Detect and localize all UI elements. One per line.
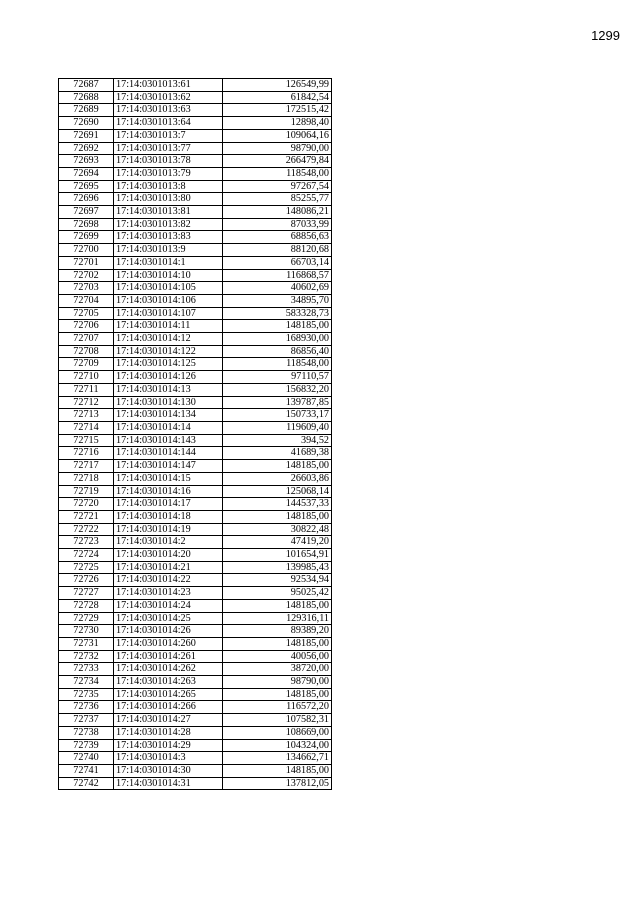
cadastral-number-cell: 17:14:0301014:144 — [114, 447, 223, 460]
cadastral-number-cell: 17:14:0301014:11 — [114, 320, 223, 333]
cadastral-number-cell: 17:14:0301014:16 — [114, 485, 223, 498]
value-cell: 148185,00 — [223, 320, 332, 333]
value-cell: 148185,00 — [223, 688, 332, 701]
row-number-cell: 72723 — [59, 536, 114, 549]
value-cell: 266479,84 — [223, 155, 332, 168]
value-cell: 139787,85 — [223, 396, 332, 409]
cadastral-number-cell: 17:14:0301014:30 — [114, 764, 223, 777]
table-row — [59, 409, 332, 422]
table-row — [59, 726, 332, 739]
table-row — [59, 676, 332, 689]
value-cell: 139985,43 — [223, 561, 332, 574]
value-cell: 66703,14 — [223, 256, 332, 269]
cadastral-number-cell: 17:14:0301013:63 — [114, 104, 223, 117]
row-number-cell: 72724 — [59, 549, 114, 562]
cadastral-number-cell: 17:14:0301013:62 — [114, 91, 223, 104]
row-number-cell: 72715 — [59, 434, 114, 447]
row-number-cell: 72730 — [59, 625, 114, 638]
row-number-cell: 72735 — [59, 688, 114, 701]
row-number-cell: 72697 — [59, 206, 114, 219]
table-row — [59, 358, 332, 371]
cadastral-number-cell: 17:14:0301014:29 — [114, 739, 223, 752]
table-row — [59, 561, 332, 574]
value-cell: 89389,20 — [223, 625, 332, 638]
row-number-cell: 72725 — [59, 561, 114, 574]
cadastral-number-cell: 17:14:0301014:106 — [114, 294, 223, 307]
table-row — [59, 167, 332, 180]
table-row — [59, 764, 332, 777]
row-number-cell: 72691 — [59, 129, 114, 142]
cadastral-number-cell: 17:14:0301014:28 — [114, 726, 223, 739]
value-cell: 47419,20 — [223, 536, 332, 549]
table-row — [59, 180, 332, 193]
row-number-cell: 72706 — [59, 320, 114, 333]
cadastral-number-cell: 17:14:0301014:125 — [114, 358, 223, 371]
row-number-cell: 72704 — [59, 294, 114, 307]
cadastral-number-cell: 17:14:0301014:147 — [114, 460, 223, 473]
value-cell: 95025,42 — [223, 587, 332, 600]
table-row — [59, 777, 332, 790]
row-number-cell: 72690 — [59, 117, 114, 130]
table-row — [59, 549, 332, 562]
page-number: 1299 — [591, 28, 620, 43]
value-cell: 137812,05 — [223, 777, 332, 790]
table-row — [59, 739, 332, 752]
value-cell: 61842,54 — [223, 91, 332, 104]
cadastral-number-cell: 17:14:0301013:9 — [114, 244, 223, 257]
value-cell: 116572,20 — [223, 701, 332, 714]
table-row — [59, 587, 332, 600]
cadastral-number-cell: 17:14:0301014:26 — [114, 625, 223, 638]
value-cell: 394,52 — [223, 434, 332, 447]
table-row — [59, 599, 332, 612]
value-cell: 40056,00 — [223, 650, 332, 663]
row-number-cell: 72733 — [59, 663, 114, 676]
cadastral-number-cell: 17:14:0301014:105 — [114, 282, 223, 295]
cadastral-number-cell: 17:14:0301014:27 — [114, 714, 223, 727]
table-row — [59, 333, 332, 346]
table-row — [59, 752, 332, 765]
value-cell: 148185,00 — [223, 637, 332, 650]
table-row — [59, 294, 332, 307]
table-row — [59, 155, 332, 168]
cadastral-number-cell: 17:14:0301014:126 — [114, 371, 223, 384]
cadastral-number-cell: 17:14:0301014:25 — [114, 612, 223, 625]
value-cell: 119609,40 — [223, 421, 332, 434]
cadastral-number-cell: 17:14:0301014:265 — [114, 688, 223, 701]
table-row — [59, 104, 332, 117]
value-cell: 86856,40 — [223, 345, 332, 358]
table-row — [59, 91, 332, 104]
row-number-cell: 72698 — [59, 218, 114, 231]
table-row — [59, 142, 332, 155]
value-cell: 148185,00 — [223, 764, 332, 777]
cadastral-number-cell: 17:14:0301014:134 — [114, 409, 223, 422]
row-number-cell: 72739 — [59, 739, 114, 752]
table-body — [59, 79, 332, 790]
table-row — [59, 612, 332, 625]
table-row — [59, 460, 332, 473]
cadastral-number-cell: 17:14:0301014:261 — [114, 650, 223, 663]
table-row — [59, 510, 332, 523]
row-number-cell: 72719 — [59, 485, 114, 498]
row-number-cell: 72736 — [59, 701, 114, 714]
table-row — [59, 523, 332, 536]
value-cell: 34895,70 — [223, 294, 332, 307]
table-row — [59, 650, 332, 663]
row-number-cell: 72710 — [59, 371, 114, 384]
table-row — [59, 231, 332, 244]
table-row — [59, 421, 332, 434]
table-row — [59, 129, 332, 142]
value-cell: 148086,21 — [223, 206, 332, 219]
row-number-cell: 72694 — [59, 167, 114, 180]
row-number-cell: 72712 — [59, 396, 114, 409]
value-cell: 129316,11 — [223, 612, 332, 625]
table-row — [59, 485, 332, 498]
cadastral-number-cell: 17:14:0301014:15 — [114, 472, 223, 485]
cadastral-number-cell: 17:14:0301014:122 — [114, 345, 223, 358]
table-row — [59, 282, 332, 295]
cadastral-number-cell: 17:14:0301014:10 — [114, 269, 223, 282]
value-cell: 38720,00 — [223, 663, 332, 676]
table-row — [59, 714, 332, 727]
value-cell: 97110,57 — [223, 371, 332, 384]
value-cell: 583328,73 — [223, 307, 332, 320]
value-cell: 168930,00 — [223, 333, 332, 346]
row-number-cell: 72732 — [59, 650, 114, 663]
row-number-cell: 72687 — [59, 79, 114, 92]
value-cell: 92534,94 — [223, 574, 332, 587]
table-row — [59, 269, 332, 282]
table-row — [59, 345, 332, 358]
cadastral-number-cell: 17:14:0301013:8 — [114, 180, 223, 193]
cadastral-number-cell: 17:14:0301014:3 — [114, 752, 223, 765]
row-number-cell: 72716 — [59, 447, 114, 460]
row-number-cell: 72692 — [59, 142, 114, 155]
cadastral-number-cell: 17:14:0301014:31 — [114, 777, 223, 790]
cadastral-number-cell: 17:14:0301014:23 — [114, 587, 223, 600]
value-cell: 125068,14 — [223, 485, 332, 498]
cadastral-number-cell: 17:14:0301014:18 — [114, 510, 223, 523]
table-row — [59, 117, 332, 130]
row-number-cell: 72714 — [59, 421, 114, 434]
cadastral-number-cell: 17:14:0301013:83 — [114, 231, 223, 244]
cadastral-number-cell: 17:14:0301013:61 — [114, 79, 223, 92]
cadastral-number-cell: 17:14:0301013:79 — [114, 167, 223, 180]
table-row — [59, 472, 332, 485]
value-cell: 118548,00 — [223, 167, 332, 180]
cadastral-number-cell: 17:14:0301014:12 — [114, 333, 223, 346]
value-cell: 26603,86 — [223, 472, 332, 485]
cadastral-number-cell: 17:14:0301014:260 — [114, 637, 223, 650]
cadastral-number-cell: 17:14:0301013:82 — [114, 218, 223, 231]
table-row — [59, 447, 332, 460]
row-number-cell: 72722 — [59, 523, 114, 536]
table-row — [59, 371, 332, 384]
table-row — [59, 434, 332, 447]
row-number-cell: 72705 — [59, 307, 114, 320]
table-row — [59, 79, 332, 92]
cadastral-number-cell: 17:14:0301014:13 — [114, 383, 223, 396]
value-cell: 148185,00 — [223, 599, 332, 612]
table-row — [59, 701, 332, 714]
cadastral-number-cell: 17:14:0301013:78 — [114, 155, 223, 168]
value-cell: 134662,71 — [223, 752, 332, 765]
cadastral-number-cell: 17:14:0301014:20 — [114, 549, 223, 562]
table-row — [59, 625, 332, 638]
value-cell: 107582,31 — [223, 714, 332, 727]
row-number-cell: 72700 — [59, 244, 114, 257]
table-row — [59, 498, 332, 511]
table-row — [59, 663, 332, 676]
value-cell: 98790,00 — [223, 142, 332, 155]
cadastral-number-cell: 17:14:0301013:64 — [114, 117, 223, 130]
cadastral-number-cell: 17:14:0301014:266 — [114, 701, 223, 714]
value-cell: 30822,48 — [223, 523, 332, 536]
row-number-cell: 72720 — [59, 498, 114, 511]
row-number-cell: 72737 — [59, 714, 114, 727]
row-number-cell: 72709 — [59, 358, 114, 371]
cadastral-number-cell: 17:14:0301014:1 — [114, 256, 223, 269]
row-number-cell: 72728 — [59, 599, 114, 612]
row-number-cell: 72713 — [59, 409, 114, 422]
row-number-cell: 72688 — [59, 91, 114, 104]
cadastral-number-cell: 17:14:0301014:263 — [114, 676, 223, 689]
value-cell: 109064,16 — [223, 129, 332, 142]
table-row — [59, 218, 332, 231]
value-cell: 97267,54 — [223, 180, 332, 193]
cadastral-number-cell: 17:14:0301014:17 — [114, 498, 223, 511]
cadastral-number-cell: 17:14:0301014:22 — [114, 574, 223, 587]
value-cell: 12898,40 — [223, 117, 332, 130]
value-cell: 126549,99 — [223, 79, 332, 92]
row-number-cell: 72693 — [59, 155, 114, 168]
value-cell: 148185,00 — [223, 460, 332, 473]
cadastral-number-cell: 17:14:0301014:107 — [114, 307, 223, 320]
value-cell: 116868,57 — [223, 269, 332, 282]
table-row — [59, 536, 332, 549]
data-table — [58, 78, 332, 790]
row-number-cell: 72695 — [59, 180, 114, 193]
cadastral-number-cell: 17:14:0301014:19 — [114, 523, 223, 536]
cadastral-number-cell: 17:14:0301014:143 — [114, 434, 223, 447]
table-row — [59, 574, 332, 587]
value-cell: 118548,00 — [223, 358, 332, 371]
value-cell: 88120,68 — [223, 244, 332, 257]
row-number-cell: 72729 — [59, 612, 114, 625]
value-cell: 68856,63 — [223, 231, 332, 244]
table-row — [59, 320, 332, 333]
table-row — [59, 383, 332, 396]
row-number-cell: 72707 — [59, 333, 114, 346]
cadastral-number-cell: 17:14:0301014:21 — [114, 561, 223, 574]
row-number-cell: 72726 — [59, 574, 114, 587]
table-row — [59, 256, 332, 269]
value-cell: 98790,00 — [223, 676, 332, 689]
row-number-cell: 72702 — [59, 269, 114, 282]
row-number-cell: 72742 — [59, 777, 114, 790]
cadastral-number-cell: 17:14:0301014:24 — [114, 599, 223, 612]
value-cell: 172515,42 — [223, 104, 332, 117]
cadastral-number-cell: 17:14:0301014:14 — [114, 421, 223, 434]
row-number-cell: 72696 — [59, 193, 114, 206]
value-cell: 40602,69 — [223, 282, 332, 295]
value-cell: 150733,17 — [223, 409, 332, 422]
table-row — [59, 307, 332, 320]
row-number-cell: 72699 — [59, 231, 114, 244]
row-number-cell: 72708 — [59, 345, 114, 358]
table-row — [59, 193, 332, 206]
row-number-cell: 72718 — [59, 472, 114, 485]
value-cell: 101654,91 — [223, 549, 332, 562]
cadastral-number-cell: 17:14:0301013:80 — [114, 193, 223, 206]
row-number-cell: 72701 — [59, 256, 114, 269]
row-number-cell: 72727 — [59, 587, 114, 600]
table-row — [59, 244, 332, 257]
row-number-cell: 72703 — [59, 282, 114, 295]
cadastral-number-cell: 17:14:0301014:2 — [114, 536, 223, 549]
row-number-cell: 72721 — [59, 510, 114, 523]
table-row — [59, 206, 332, 219]
cadastral-number-cell: 17:14:0301014:130 — [114, 396, 223, 409]
value-cell: 144537,33 — [223, 498, 332, 511]
value-cell: 148185,00 — [223, 510, 332, 523]
row-number-cell: 72717 — [59, 460, 114, 473]
value-cell: 104324,00 — [223, 739, 332, 752]
value-cell: 41689,38 — [223, 447, 332, 460]
table-row — [59, 688, 332, 701]
table-row — [59, 637, 332, 650]
row-number-cell: 72740 — [59, 752, 114, 765]
cadastral-number-cell: 17:14:0301014:262 — [114, 663, 223, 676]
row-number-cell: 72734 — [59, 676, 114, 689]
value-cell: 156832,20 — [223, 383, 332, 396]
cadastral-number-cell: 17:14:0301013:7 — [114, 129, 223, 142]
row-number-cell: 72738 — [59, 726, 114, 739]
value-cell: 108669,00 — [223, 726, 332, 739]
row-number-cell: 72711 — [59, 383, 114, 396]
value-cell: 85255,77 — [223, 193, 332, 206]
row-number-cell: 72689 — [59, 104, 114, 117]
cadastral-number-cell: 17:14:0301013:81 — [114, 206, 223, 219]
table-row — [59, 396, 332, 409]
row-number-cell: 72741 — [59, 764, 114, 777]
cadastral-number-cell: 17:14:0301013:77 — [114, 142, 223, 155]
row-number-cell: 72731 — [59, 637, 114, 650]
value-cell: 87033,99 — [223, 218, 332, 231]
